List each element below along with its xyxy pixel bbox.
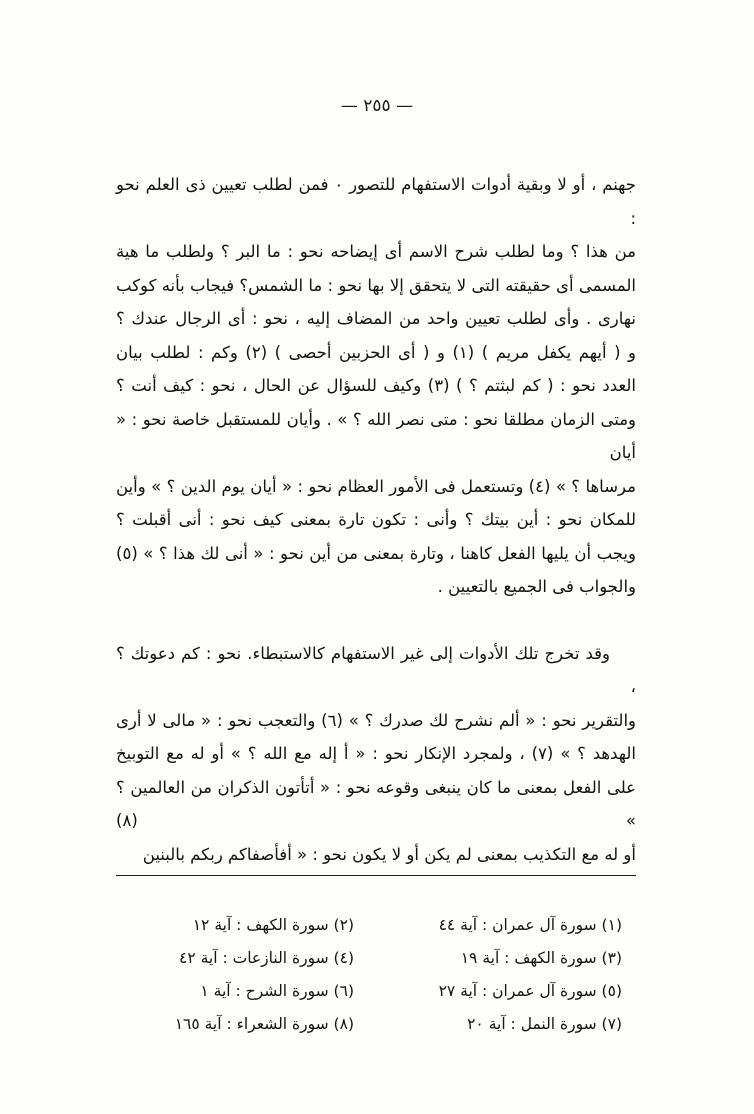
footnotes-section [116,910,636,1040]
paragraph-1-line-7: ومتى الزمان مطلقا نحو : متى نصر الله ؟ » . وأيان للمستقبل خاصة نحو : « أيان [116,409,636,462]
footnote-item: (٣) سورة الكهف : آية ١٩ [460,949,622,967]
footnote-item: (٨) سورة الشعراء : آية ١٦٥ [174,1015,354,1033]
paragraph-2-line-2: والتقرير نحو : « ألم نشرح لك صدرك ؟ » (٦) والتعجب نحو : « مالى لا أرى [116,710,637,730]
paragraph-1-line-3: المسمى أى حقيقته التى لا يتحقق إلا بها نحو : ما الشمس؟ فيجاب بأنه كوكب [116,275,636,295]
footnote-row [116,910,636,941]
paragraph-separator [116,604,636,637]
footnote-item: (٥) سورة آل عمران : آية ٢٧ [438,982,622,1000]
footnote-item: (٢) سورة الكهف : آية ١٢ [192,916,354,934]
paragraph-2-line-5: أو له مع التكذيب بمعنى لم يكن أو لا يكون نحو : « أفأصفاكم ربكم بالبنين [142,844,636,864]
footnote-divider [116,875,636,876]
paragraph-1-line-2: من هذا ؟ وما لطلب شرح الاسم أى إيضاحه نحو : ما البر ؟ ولطلب ما هية [116,242,636,261]
paragraph-1-line-8: مرساها ؟ » (٤) وتستعمل فى الأمور العظام نحو : « أيان يوم الدين ؟ » وأين [116,476,636,496]
footnote-item: (٧) سورة النمل : آية ٢٠ [467,1015,622,1033]
page-number: — ٢٥٥ — [340,96,414,116]
paragraph-1-line-1: جهنم ، أو لا وبقية أدوات الاستفهام للتصور ٠ فمن لطلب تعيين ذى العلم نحو : [116,175,636,228]
paragraph-2-line-3: الهدهد ؟ » (٧) ، ولمجرد الإنكار نحو : « أ إله مع الله ؟ » أو له مع التوبيخ [116,744,637,763]
paragraph-1-line-9: للمكان نحو : أين بيتك ؟ وأنى : تكون تارة بمعنى كيف نحو : أنى أقبلت ؟ [116,510,636,529]
paragraph-1-line-6: العدد نحو : ( كم لبثتم ؟ ) (٣) وكيف للسؤال عن الحال ، نحو : كيف أنت ؟ [116,376,636,395]
footnote-item: (٤) سورة النازعات : آية ٤٢ [179,949,354,967]
footnote-row [116,943,636,974]
paragraph-1-line-10: ويجب أن يليها الفعل كاهنا ، وتارة بمعنى من أين نحو : « أنى لك هذا ؟ » (٥) [116,543,636,563]
body-text [116,168,636,871]
footnote-row [116,1009,636,1040]
footnote-item: (٦) سورة الشرح : آية ١ [200,982,354,1000]
paragraph-1-line-4: نهارى . وأى لطلب تعيين واحد من المضاف إليه ، نحو : أى الرجال عندك ؟ [116,309,636,328]
footnote-item: (١) سورة آل عمران : آية ٤٤ [438,916,622,934]
footnote-row [116,976,636,1007]
paragraph-1-line-11: والجواب فى الجميع بالتعيين . [437,577,636,596]
paragraph-1-line-5: و ( أيهم يكفل مريم ) (١) و ( أى الحزبين أحصى ) (٢) وكم : لطلب بيان [116,342,636,362]
paragraph-2-line-1: وقد تخرج تلك الأدوات إلى غير الاستفهام كالاستبطاء. نحو : كم دعوتك ؟ ، [116,643,636,696]
paragraph-2-line-4: على الفعل بمعنى ما كان ينبغى وقوعه نحو : « أتأتون الذكران من العالمين ؟ » (٨) [116,777,636,830]
